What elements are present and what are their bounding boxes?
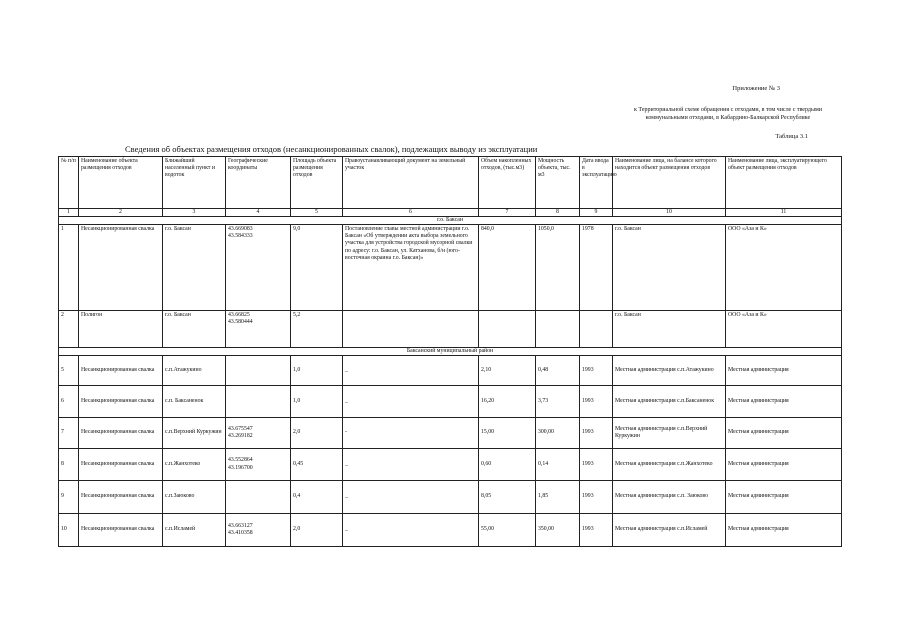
column-header: Площадь объекта размещения отходов: [291, 157, 343, 209]
row-number: 10: [59, 514, 79, 547]
table-row: [59, 481, 842, 514]
accumulated-volume: 15,00: [479, 418, 536, 449]
object-name: Несанкционированная свалка: [79, 449, 163, 481]
table-row: [59, 225, 842, 311]
area: 9,0: [291, 225, 343, 311]
coordinates: [226, 449, 291, 481]
context-line-2: коммунальными отходами, в Кабардино-Балкарской Республике: [645, 115, 811, 121]
object-name: Несанкционированная свалка: [79, 418, 163, 449]
column-number: 2: [79, 209, 163, 217]
column-number: 6: [343, 209, 479, 217]
area: 2,0: [291, 514, 343, 547]
legal-document: _: [343, 514, 479, 547]
context-line-1: к Территориальной схеме обращения с отходами, в том числе с твердыми: [634, 107, 822, 113]
area: 0,4: [291, 481, 343, 514]
object-name: Несанкционированная свалка: [79, 356, 163, 386]
column-number: 5: [291, 209, 343, 217]
operator: Местная администрация: [726, 386, 842, 418]
coordinates: [226, 481, 291, 514]
settlement: с.п.Верхний Куркужин: [163, 418, 226, 449]
coordinate-lon: 43.196700: [228, 464, 253, 471]
legal-document: _: [343, 386, 479, 418]
balance-holder: г.о. Баксан: [613, 225, 726, 311]
object-name: Полигон: [79, 311, 163, 348]
settlement: с.п.Исламей: [163, 514, 226, 547]
balance-holder: Местная администрация с.п.Исламей: [613, 514, 726, 547]
commission-date: 1993: [580, 356, 613, 386]
coordinate-lat: 43.675547: [228, 425, 253, 432]
coordinate-lon: 43.580444: [228, 319, 253, 326]
operator: ООО «Аза и К»: [726, 225, 842, 311]
capacity: 300,00: [536, 418, 580, 449]
legal-document: [343, 311, 479, 348]
column-header: Дата ввода в эксплуатацию: [580, 157, 613, 209]
object-name: Несанкционированная свалка: [79, 481, 163, 514]
area: 1,0: [291, 386, 343, 418]
accumulated-volume: 0,60: [479, 449, 536, 481]
row-number: 2: [59, 311, 79, 348]
column-header: Наименование лица, на балансе которого находится объект размещения отходов: [613, 157, 726, 209]
settlement: с.п.Жанхотеко: [163, 449, 226, 481]
commission-date: [580, 311, 613, 348]
object-name: Несанкционированная свалка: [79, 514, 163, 547]
balance-holder: Местная администрация с.п.Баксаненок: [613, 386, 726, 418]
settlement: с.п.Заюково: [163, 481, 226, 514]
area: 1,0: [291, 356, 343, 386]
column-number: 9: [580, 209, 613, 217]
column-header: Ближайший населенный пункт и водоток: [163, 157, 226, 209]
legal-document: _: [343, 449, 479, 481]
row-number: 9: [59, 481, 79, 514]
column-number-row: [59, 209, 842, 217]
operator: ООО «Аза и К»: [726, 311, 842, 348]
column-header: Правоустанавливающий документ на земельный участок: [343, 157, 479, 209]
settlement: г.о. Баксан: [163, 225, 226, 311]
coordinates: [226, 514, 291, 547]
legal-document: _: [343, 481, 479, 514]
legal-document: -: [343, 418, 479, 449]
balance-holder: г.о. Баксан: [613, 311, 726, 348]
coordinates: [226, 356, 291, 386]
accumulated-volume: 2,10: [479, 356, 536, 386]
commission-date: 1993: [580, 514, 613, 547]
commission-date: 1993: [580, 386, 613, 418]
capacity: 0,14: [536, 449, 580, 481]
column-number: 4: [226, 209, 291, 217]
appendix-label: Приложение № 3: [732, 85, 780, 92]
operator: Местная администрация: [726, 418, 842, 449]
balance-holder: Местная администрация с.п.Верхний Куркужин: [613, 418, 726, 449]
operator: Местная администрация: [726, 514, 842, 547]
column-number: 10: [613, 209, 726, 217]
coordinate-lat: 43.66825: [228, 312, 250, 318]
settlement: с.п. Баксаненок: [163, 386, 226, 418]
balance-holder: Местная администрация с.п.Атажукино: [613, 356, 726, 386]
header-row: [59, 157, 842, 209]
coordinates: [226, 386, 291, 418]
waste-sites-table: [58, 156, 842, 547]
coordinates: [226, 225, 291, 311]
document-title: Сведения об объектах размещения отходов (несанкционированных свалок), подлежащих выводу из эксплуатации: [125, 144, 538, 154]
settlement: с.п.Атажукино: [163, 356, 226, 386]
capacity: 1,85: [536, 481, 580, 514]
table-row: [59, 449, 842, 481]
accumulated-volume: 16,20: [479, 386, 536, 418]
coordinates: [226, 418, 291, 449]
row-number: 1: [59, 225, 79, 311]
area: 2,0: [291, 418, 343, 449]
capacity: 0,48: [536, 356, 580, 386]
accumulated-volume: 55,00: [479, 514, 536, 547]
column-header: № п/п: [59, 157, 79, 209]
row-number: 7: [59, 418, 79, 449]
balance-holder: Местная администрация с.п. Заюково: [613, 481, 726, 514]
coordinates: [226, 311, 291, 348]
area: 0,45: [291, 449, 343, 481]
legal-document: _: [343, 356, 479, 386]
appendix-context: [612, 106, 844, 122]
column-header: Наименование лица, эксплуатирующего объект размещения отходов: [726, 157, 842, 209]
table-row: [59, 514, 842, 547]
capacity: 1050,0: [536, 225, 580, 311]
coordinate-lat: 43.552864: [228, 457, 253, 464]
capacity: 3,73: [536, 386, 580, 418]
operator: Местная администрация: [726, 481, 842, 514]
object-name: Несанкционированная свалка: [79, 225, 163, 311]
table-row: [59, 311, 842, 348]
accumulated-volume: 8,05: [479, 481, 536, 514]
section-row: [59, 348, 842, 356]
row-number: 5: [59, 356, 79, 386]
settlement: г.о. Баксан: [163, 311, 226, 348]
column-header: Мощность объекта, тыс. м3: [536, 157, 580, 209]
operator: Местная администрация: [726, 449, 842, 481]
column-number: 7: [479, 209, 536, 217]
table-number: Таблица 3.1: [775, 133, 808, 140]
object-name: Несанкционированная свалка: [79, 386, 163, 418]
column-header: Наименование объекта размещения отходов: [79, 157, 163, 209]
column-header: Объем накопленных отходов, (тыс.м3): [479, 157, 536, 209]
row-number: 8: [59, 449, 79, 481]
accumulated-volume: [479, 311, 536, 348]
column-number: 8: [536, 209, 580, 217]
commission-date: 1993: [580, 481, 613, 514]
column-number: 1: [59, 209, 79, 217]
coordinate-lon: 43.410358: [228, 530, 253, 536]
commission-date: 1978: [580, 225, 613, 311]
operator: Местная администрация: [726, 356, 842, 386]
legal-document: Постановление главы местной администрации г.о. Баксан «Об утверждении акта выбора земельного участка для устройства городской мусорной свалки по адресу: г.о. Баксан, ул. Катханова, б/н (юго-восточная окраина г.о. Баксан)»: [343, 225, 479, 311]
coordinate-lon: 43.584333: [228, 233, 253, 240]
balance-holder: Местная администрация с.п.Жанхотеко: [613, 449, 726, 481]
section-title: г.о. Баксан: [59, 217, 842, 225]
commission-date: 1993: [580, 418, 613, 449]
column-header: Географические координаты: [226, 157, 291, 209]
coordinate-lat: 43.663127: [228, 522, 253, 529]
section-title: Баксанский муниципальный район: [59, 348, 842, 356]
table-row: [59, 386, 842, 418]
accumulated-volume: 840,0: [479, 225, 536, 311]
commission-date: 1993: [580, 449, 613, 481]
column-number: 3: [163, 209, 226, 217]
capacity: [536, 311, 580, 348]
row-number: 6: [59, 386, 79, 418]
column-number: 11: [726, 209, 842, 217]
table-row: [59, 356, 842, 386]
capacity: 350,00: [536, 514, 580, 547]
coordinate-lon: 43.269182: [228, 433, 253, 439]
coordinate-lat: 43.669083: [228, 226, 253, 232]
area: 5,2: [291, 311, 343, 348]
table-row: [59, 418, 842, 449]
